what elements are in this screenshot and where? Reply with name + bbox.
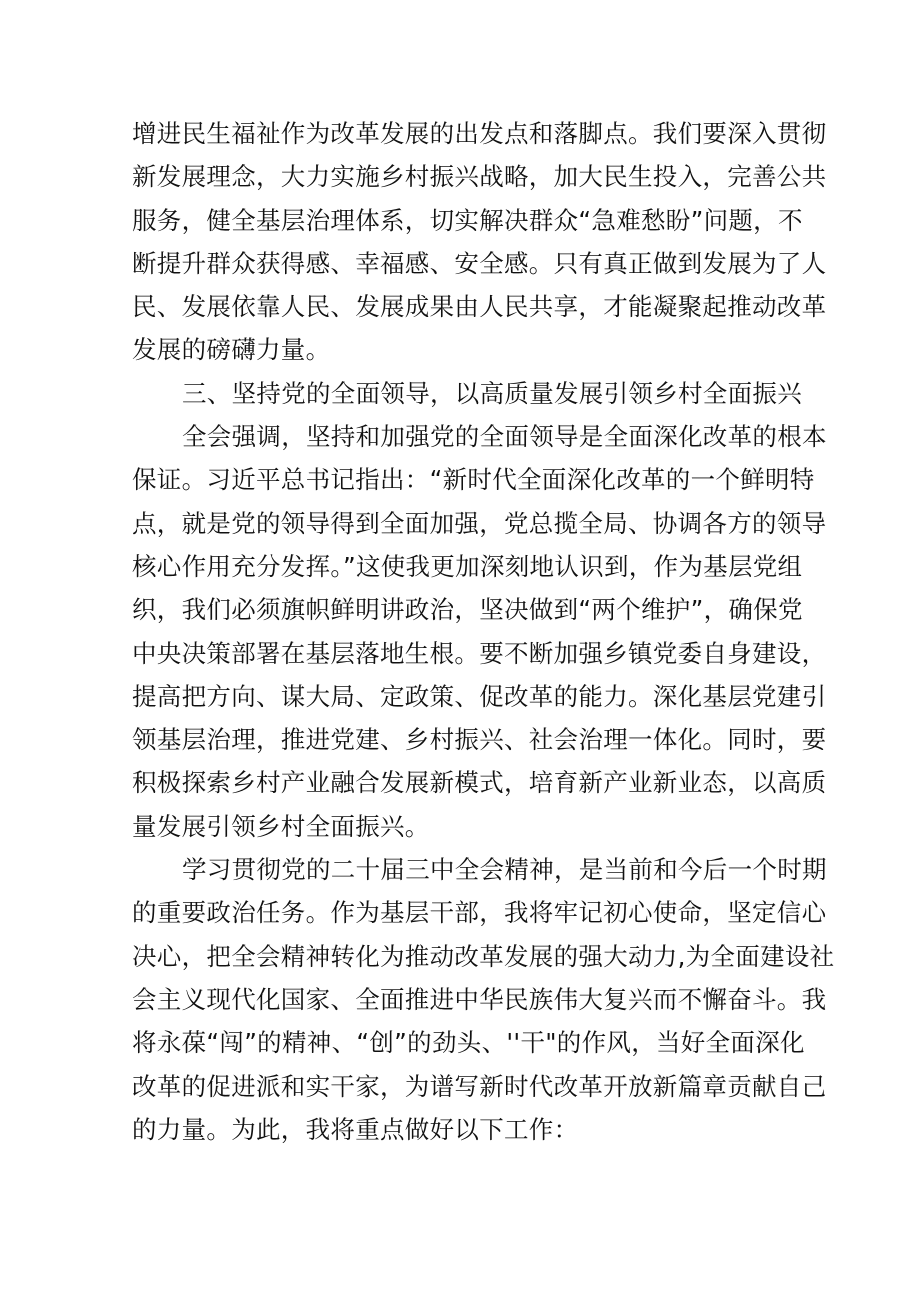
text-line: 的力量。为此，我将重点做好以下工作： [132, 1114, 579, 1144]
text-line: 将永葆“闯”的精神、“创”的劲头、''干"的作风，当好全面深化 [132, 1028, 805, 1058]
text-line: 决心，把全会精神转化为推动改革发展的强大动力,为全面建设社 [132, 941, 835, 971]
text-line: 全会强调，坚持和加强党的全面领导是全面深化改革的根本 [182, 422, 827, 452]
text-line: 改革的促进派和实干家，为谱写新时代改革开放新篇章贡献自己 [132, 1071, 827, 1101]
text-line: 增进民生福祉作为改革发展的出发点和落脚点。我们要深入贯彻 [132, 119, 827, 148]
section-heading: 三、坚持党的全面领导，以高质量发展引领乡村全面振兴 [182, 378, 802, 408]
text-line: 领基层治理，推进党建、乡村振兴、社会治理一体化。同时，要 [132, 725, 827, 755]
text-line: 发展的磅礴力量。 [132, 335, 331, 365]
text-line: 量发展引领乡村全面振兴。 [132, 811, 430, 841]
text-line: 民、发展依靠人民、发展成果由人民共享，才能凝聚起推动改革 [132, 292, 827, 322]
text-line: 中央决策部署在基层落地生根。要不断加强乡镇党委自身建设， [132, 638, 827, 668]
body-text [132, 112, 835, 1151]
text-line: 织，我们必须旗帜鲜明讲政治，坚决做到“两个维护”，确保党 [132, 595, 803, 625]
text-line: 服务，健全基层治理体系，切实解决群众“急难愁盼”问题，不 [132, 205, 803, 235]
text-line: 会主义现代化国家、全面推进中华民族伟大复兴而不懈奋斗。我 [132, 984, 827, 1014]
text-line: 断提升群众获得感、幸福感、安全感。只有真正做到发展为了人 [132, 248, 827, 278]
text-line: 积极探索乡村产业融合发展新模式，培育新产业新业态，以高质 [132, 768, 827, 798]
text-line: 的重要政治任务。作为基层干部，我将牢记初心使命，坚定信心 [132, 898, 827, 928]
text-line: 保证。习近平总书记指出：“新时代全面深化改革的一个鲜明特 [132, 465, 815, 495]
text-line: 点，就是党的领导得到全面加强，党总揽全局、协调各方的领导 [132, 508, 827, 538]
text-line: 新发展理念，大力实施乡村振兴战略，加大民生投入，完善公共 [132, 162, 827, 192]
text-line: 学习贯彻党的二十届三中全会精神，是当前和今后一个时期 [182, 855, 827, 885]
text-line: 核心作用充分发挥。”这使我更加深刻地认识到，作为基层党组 [132, 551, 803, 581]
text-line: 提高把方向、谋大局、定政策、促改革的能力。深化基层党建引 [132, 681, 827, 711]
